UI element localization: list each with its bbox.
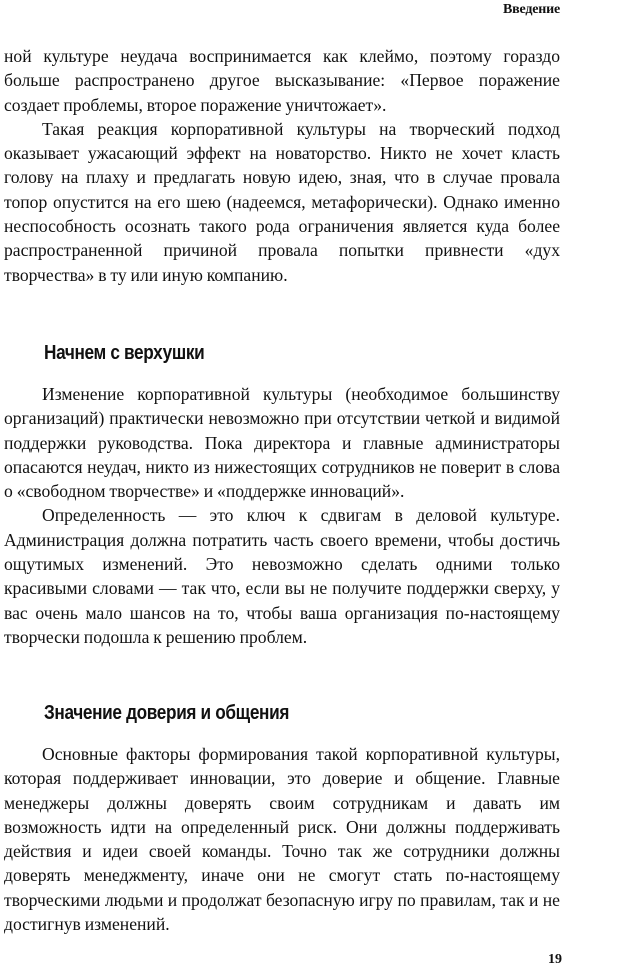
page-number: 19 (548, 952, 562, 967)
section-trust-paragraph-1: Основные факторы формирования такой корпоративной культуры, которая поддерживает инновации, это доверие и общение. Главные менеджеры должны доверять своим сотрудникам и давать им возможность идти на определенный риск. Они должны поддерживать действия и идеи своей команды. Точно так же сотрудники должны доверять менеджменту, иначе они не смогут стать по-настоящему творческими людьми и продолжат безопасную игру по правилам, так и не достигнув изменений. (4, 744, 560, 935)
section-top-text (4, 382, 560, 649)
section-trust-text (4, 742, 560, 936)
intro-paragraph-1: ной культуре неудача воспринимается как клеймо, поэтому гораздо больше распространено другое высказывание: «Первое поражение создает проблемы, второе поражение уничтожает». (4, 46, 560, 115)
section-heading-top: Начнем с верхушки (44, 342, 205, 364)
section-heading-trust: Значение доверия и общения (44, 702, 290, 724)
section-top-paragraph-2: Определенность — это ключ к сдвигам в деловой культуре. Администрация должна потратить часть своего времени, чтобы достичь ощутимых изменений. Это невозможно сделать одними только красивыми словами — так что, если вы не получите поддержки сверху, у вас очень мало шансов на то, чтобы ваша организация по-настоящему творчески подошла к решению проблем. (4, 505, 560, 647)
intro-paragraph-2: Такая реакция корпоративной культуры на творческий подход оказывает ужасающий эффект на новаторство. Никто не хочет класть голову на плаху и предлагать новую идею, зная, что в случае провала топор опустится на его шею (надеемся, метафорически). Однако именно неспособность осознать такого рода ограничения является куда более распространенной причиной провала попытки привнести «дух творчества» в ту или иную компанию. (4, 118, 560, 285)
running-head: Введение (503, 2, 560, 17)
intro-text (4, 44, 560, 287)
section-top-paragraph-1: Изменение корпоративной культуры (необходимое большинству организаций) практически невозможно при отсутствии четкой и видимой поддержки руководства. Пока директора и главные администраторы опасаются неудач, никто из нижестоящих сотрудников не поверит в слова о «свободном творчестве» и «поддержке инноваций». (4, 384, 560, 502)
